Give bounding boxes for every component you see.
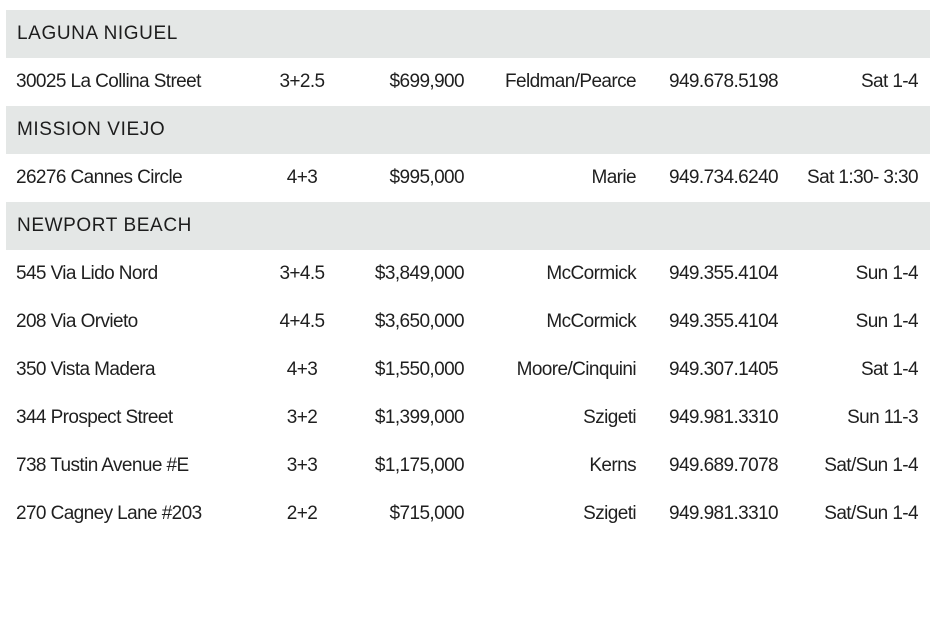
listing-price: $1,550,000 xyxy=(374,359,464,380)
listing-open-house-time: Sun 1-4 xyxy=(855,311,918,332)
section-header-newport-beach: NEWPORT BEACH xyxy=(6,202,930,250)
listing-address: 344 Prospect Street xyxy=(16,407,173,428)
listing-phone: 949.678.5198 xyxy=(669,71,779,92)
listing-row xyxy=(6,250,930,298)
section-header-mission-viejo: MISSION VIEJO xyxy=(6,106,930,154)
listing-bed-bath: 3+2 xyxy=(286,407,318,428)
listing-address: 270 Cagney Lane #203 xyxy=(16,503,202,524)
listing-address: 738 Tustin Avenue #E xyxy=(16,455,189,476)
listing-phone: 949.689.7078 xyxy=(669,455,779,476)
listing-phone: 949.355.4104 xyxy=(669,311,779,332)
listing-open-house-time: Sat 1-4 xyxy=(860,71,918,92)
listing-agent: Marie xyxy=(591,167,636,188)
listing-row xyxy=(6,346,930,394)
listing-phone: 949.307.1405 xyxy=(669,359,779,380)
listing-agent: Moore/Cinquini xyxy=(516,359,636,380)
listing-bed-bath: 3+3 xyxy=(286,455,318,476)
listing-bed-bath: 3+4.5 xyxy=(279,263,325,284)
listing-bed-bath: 2+2 xyxy=(286,503,318,524)
listing-row xyxy=(6,442,930,490)
listing-agent: Kerns xyxy=(589,455,636,476)
open-house-listings-table xyxy=(6,10,930,538)
listing-row xyxy=(6,394,930,442)
listing-address: 350 Vista Madera xyxy=(16,359,155,380)
listing-phone: 949.355.4104 xyxy=(669,263,779,284)
listing-row xyxy=(6,58,930,106)
listing-open-house-time: Sat/Sun 1-4 xyxy=(824,503,918,524)
listing-open-house-time: Sat/Sun 1-4 xyxy=(824,455,918,476)
listing-bed-bath: 4+3 xyxy=(286,359,318,380)
listing-price: $699,900 xyxy=(389,71,464,92)
listing-phone: 949.981.3310 xyxy=(669,407,779,428)
listing-open-house-time: Sun 1-4 xyxy=(855,263,918,284)
listing-price: $995,000 xyxy=(389,167,464,188)
listing-bed-bath: 4+4.5 xyxy=(279,311,325,332)
listing-price: $1,175,000 xyxy=(374,455,464,476)
listing-row xyxy=(6,298,930,346)
listing-price: $3,650,000 xyxy=(374,311,464,332)
listing-agent: McCormick xyxy=(546,263,636,284)
listing-phone: 949.734.6240 xyxy=(669,167,779,188)
listing-address: 545 Via Lido Nord xyxy=(16,263,158,284)
listing-address: 26276 Cannes Circle xyxy=(16,167,183,188)
listing-price: $715,000 xyxy=(389,503,464,524)
listing-bed-bath: 3+2.5 xyxy=(279,71,325,92)
listing-row xyxy=(6,154,930,202)
listing-phone: 949.981.3310 xyxy=(669,503,779,524)
section-header-laguna-niguel: LAGUNA NIGUEL xyxy=(6,10,930,58)
listing-price: $3,849,000 xyxy=(374,263,464,284)
listing-open-house-time: Sat 1-4 xyxy=(860,359,918,380)
listing-agent: Feldman/Pearce xyxy=(504,71,636,92)
listing-agent: McCormick xyxy=(546,311,636,332)
listing-address: 208 Via Orvieto xyxy=(16,311,138,332)
listing-agent: Szigeti xyxy=(583,407,636,428)
listing-row xyxy=(6,490,930,538)
listing-bed-bath: 4+3 xyxy=(286,167,318,188)
listing-address: 30025 La Collina Street xyxy=(16,71,201,92)
listing-open-house-time: Sun 11-3 xyxy=(847,407,918,428)
listing-agent: Szigeti xyxy=(583,503,636,524)
listing-open-house-time: Sat 1:30- 3:30 xyxy=(807,167,918,188)
listing-price: $1,399,000 xyxy=(374,407,464,428)
